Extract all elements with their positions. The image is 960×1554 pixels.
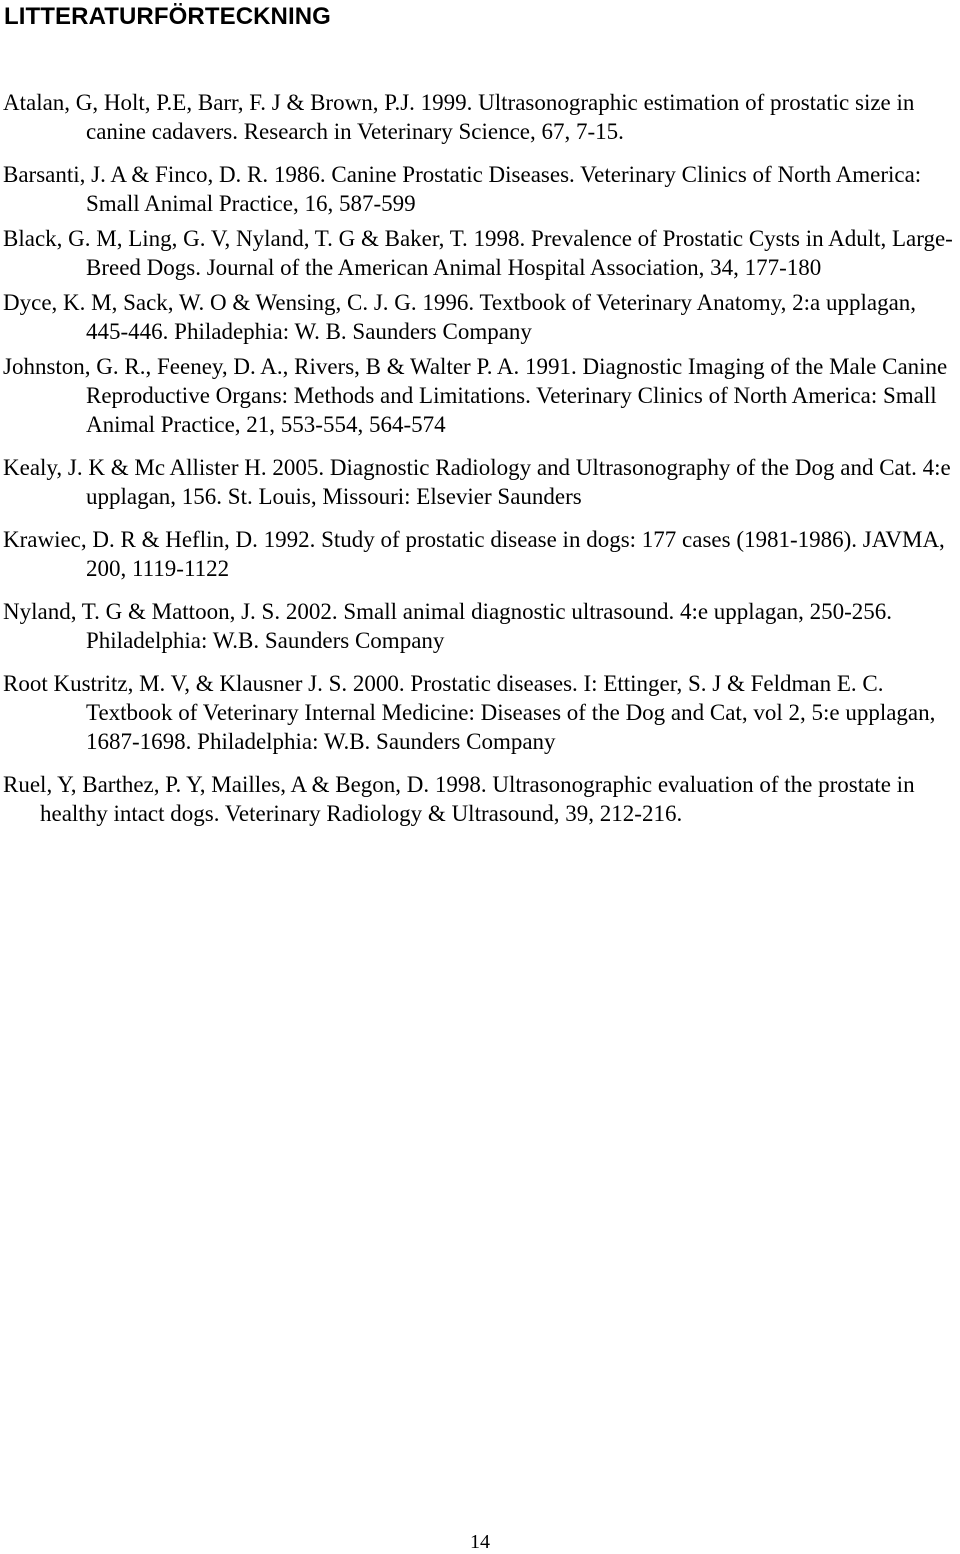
reference-entry: Kealy, J. K & Mc Allister H. 2005. Diagnostic Radiology and Ultrasonography of the Dog and Cat. 4:e upplagan, 156. St. Louis, Missouri: Elsevier Saunders [3,455,951,509]
page-heading: LITTERATURFÖRTECKNING [4,3,331,30]
reference-entry: Black, G. M, Ling, G. V, Nyland, T. G & Baker, T. 1998. Prevalence of Prostatic Cysts in Adult, Large-Breed Dogs. Journal of the American Animal Hospital Association, 34, 177-180 [3,226,953,280]
page-number: 14 [470,1531,490,1553]
reference-entry: Ruel, Y, Barthez, P. Y, Mailles, A & Begon, D. 1998. Ultrasonographic evaluation of the prostate in healthy intact dogs. Veterinary Radiology & Ultrasound, 39, 212-216. [3,772,915,826]
reference-list [3,88,958,842]
reference-entry: Barsanti, J. A & Finco, D. R. 1986. Canine Prostatic Diseases. Veterinary Clinics of North America: Small Animal Practice, 16, 587-599 [3,162,922,216]
reference-entry: Johnston, G. R., Feeney, D. A., Rivers, B & Walter P. A. 1991. Diagnostic Imaging of the Male Canine Reproductive Organs: Methods and Limitations. Veterinary Clinics of North America: Small Animal Practice, 21, 553-554, 564-574 [3,354,948,437]
reference-entry: Nyland, T. G & Mattoon, J. S. 2002. Small animal diagnostic ultrasound. 4:e upplagan, 250-256. Philadelphia: W.B. Saunders Company [3,599,893,653]
reference-entry: Krawiec, D. R & Heflin, D. 1992. Study of prostatic disease in dogs: 177 cases (1981-1986). JAVMA, 200, 1119-1122 [3,527,945,581]
reference-entry: Atalan, G, Holt, P.E, Barr, F. J & Brown, P.J. 1999. Ultrasonographic estimation of prostatic size in canine cadavers. Research in Veterinary Science, 67, 7-15. [3,90,915,144]
reference-entry: Dyce, K. M, Sack, W. O & Wensing, C. J. G. 1996. Textbook of Veterinary Anatomy, 2:a upplagan, 445-446. Philadephia: W. B. Saunders Company [3,290,917,344]
reference-entry: Root Kustritz, M. V, & Klausner J. S. 2000. Prostatic diseases. I: Ettinger, S. J & Feldman E. C. Textbook of Veterinary Internal Medicine: Diseases of the Dog and Cat, vol 2, 5:e upplagan, 1687-1698. Philadelphia: W.B. Saunders Company [3,671,936,754]
